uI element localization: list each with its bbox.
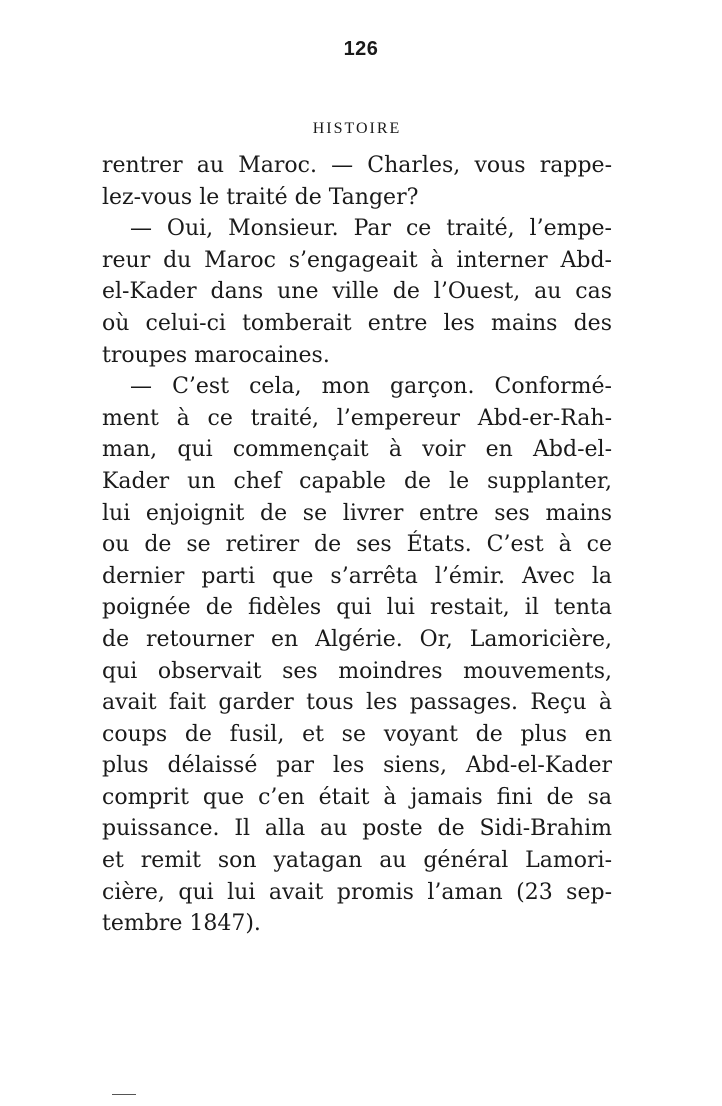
text-line: reur du Maroc s’engageait à interner Abd- [102,247,612,273]
text-line: poignée de fidèles qui lui restait, il tenta [102,595,612,621]
page-number: 126 [343,38,379,60]
running-head: HISTOIRE [312,120,402,137]
text-line: lez-vous le traité de Tanger? [102,184,419,210]
text-line: — Oui, Monsieur. Par ce traité, l’empe- [130,216,612,242]
text-line: dernier parti que s’arrêta l’émir. Avec la [102,563,612,589]
footer-rule [112,1094,136,1095]
body-text [102,150,612,940]
text-line: avait fait garder tous les passages. Reçu à [102,690,612,716]
text-line: rentrer au Maroc. — Charles, vous rappe- [102,153,612,178]
text-line: plus délaissé par les siens, Abd-el-Kader [102,753,612,779]
text-line: Kader un chef capable de le supplanter, [102,468,612,494]
text-line: tembre 1847). [102,911,261,937]
text-line: qui observait ses moindres mouvements, [102,658,612,684]
text-line: man, qui commençait à voir en Abd-el- [102,437,612,463]
text-line: — C’est cela, mon garçon. Conformé- [130,374,612,400]
text-line: et remit son yatagan au général Lamori- [102,848,612,874]
text-line: comprit que c’en était à jamais fini de sa [102,784,612,810]
text-line: coups de fusil, et se voyant de plus en [102,721,612,747]
text-line: de retourner en Algérie. Or, Lamoricière, [102,626,612,652]
text-line: cière, qui lui avait promis l’aman (23 sep- [102,879,612,905]
text-line: ou de se retirer de ses États. C’est à ce [102,532,612,558]
text-line: lui enjoignit de se livrer entre ses mains [102,500,612,526]
text-line: troupes marocaines. [102,342,330,368]
text-line: ment à ce traité, l’empereur Abd-er-Rah- [102,405,612,431]
text-line: el-Kader dans une ville de l’Ouest, au cas [102,279,612,305]
text-line: où celui-ci tomberait entre les mains des [102,310,612,336]
text-line: puissance. Il alla au poste de Sidi-Brahim [102,816,612,842]
